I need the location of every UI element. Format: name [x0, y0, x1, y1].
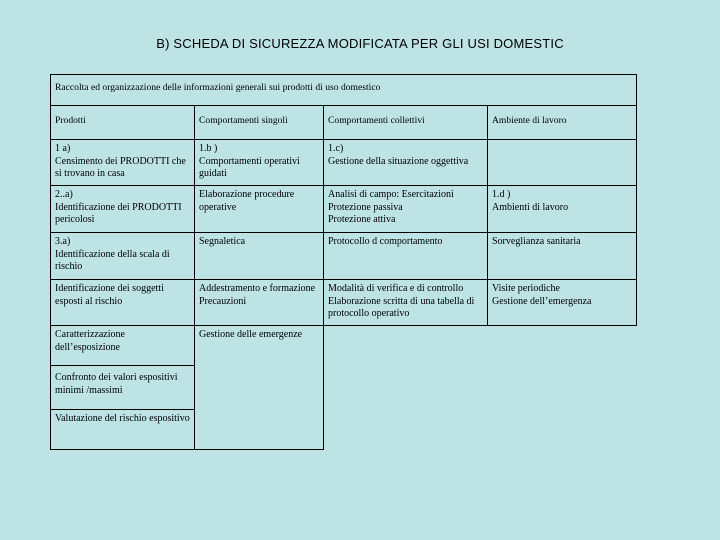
table-cell: 1.c) Gestione della situazione oggettiva: [323, 139, 488, 186]
header-comportamenti-collettivi: Comportamenti collettivi: [323, 105, 488, 140]
table-cell: Gestione delle emergenze: [194, 325, 324, 450]
table-cell: Identificazione dei soggetti esposti al rischio: [50, 279, 195, 326]
table-cell: Valutazione del rischio espositivo: [50, 409, 195, 450]
table-cell: Elaborazione procedure operative: [194, 185, 324, 233]
table-cell: Confronto dei valori espositivi minimi /massimi: [50, 365, 195, 410]
table-caption: Raccolta ed organizzazione delle informazioni generali sui prodotti di uso domestico: [50, 74, 637, 106]
safety-table: [50, 74, 637, 450]
table-cell: 2..a) Identificazione dei PRODOTTI pericolosi: [50, 185, 195, 233]
header-prodotti: Prodotti: [50, 105, 195, 140]
table-cell: Modalità di verifica e di controllo Elaborazione scritta di una tabella di protocollo operativo: [323, 279, 488, 326]
header-ambiente-di-lavoro: Ambiente di lavoro: [487, 105, 637, 140]
table-cell: 3.a) Identificazione della scala di rischio: [50, 232, 195, 280]
table-cell: 1.b ) Comportamenti operativi guidati: [194, 139, 324, 186]
table-cell: Protocollo d comportamento: [323, 232, 488, 280]
table-cell: Caratterizzazione dell’esposizione: [50, 325, 195, 366]
table-cell: Addestramento e formazione Precauzioni: [194, 279, 324, 326]
table-cell: Analisi di campo: Esercitazioni Protezione passiva Protezione attiva: [323, 185, 488, 233]
table-cell: 1 a) Censimento dei PRODOTTI che si trovano in casa: [50, 139, 195, 186]
table-cell: Sorveglianza sanitaria: [487, 232, 637, 280]
table-cell: 1.d ) Ambienti di lavoro: [487, 185, 637, 233]
slide-title: B) SCHEDA DI SICUREZZA MODIFICATA PER GLI USI DOMESTIC: [156, 36, 564, 51]
header-comportamenti-singoli: Comportamenti singoli: [194, 105, 324, 140]
table-cell: Segnaletica: [194, 232, 324, 280]
table-cell: [487, 139, 637, 186]
table-cell: Visite periodiche Gestione dell’emergenza: [487, 279, 637, 326]
